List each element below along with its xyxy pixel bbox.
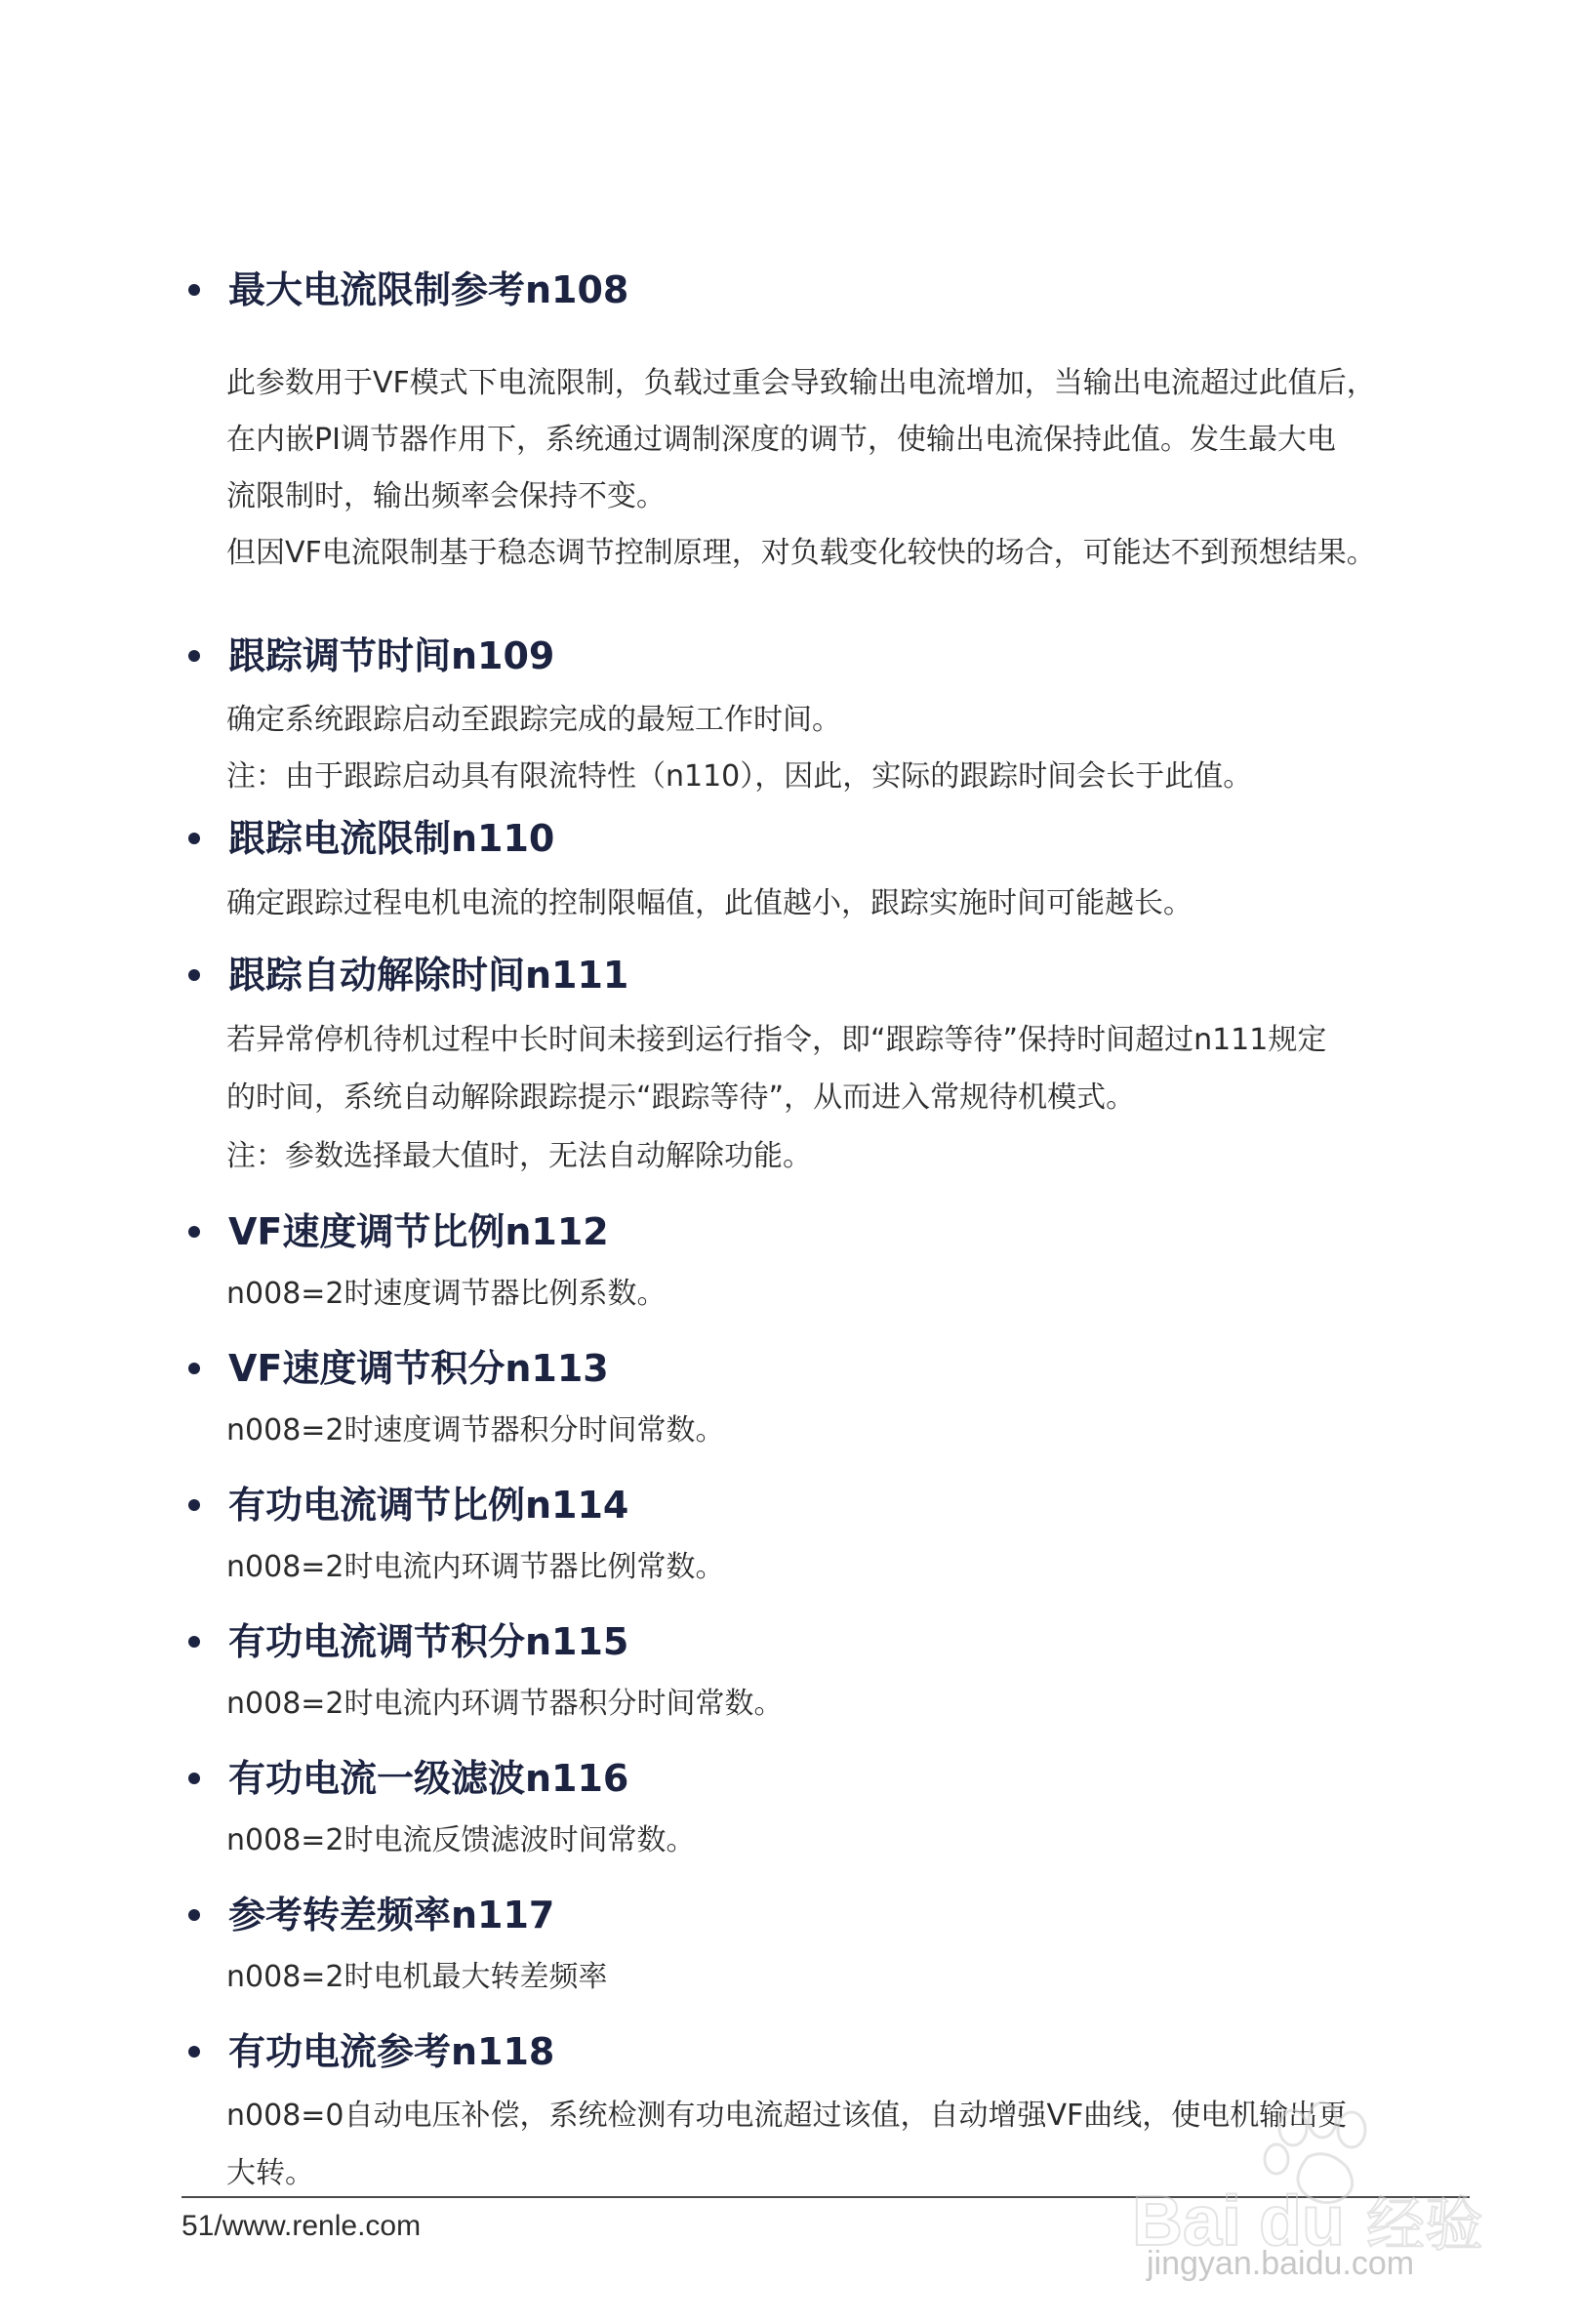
bullet: [188, 833, 200, 844]
bullet: [188, 1363, 200, 1374]
paragraph-line: 确定跟踪过程电机电流的控制限幅值，此值越小，跟踪实施时间可能越长。: [226, 886, 1193, 920]
section-heading-n118: 有功电流参考n118: [228, 2030, 555, 2073]
svg-text:Bai: Bai: [1132, 2182, 1242, 2261]
bullet: [188, 284, 200, 296]
bullet: [188, 1636, 200, 1648]
paragraph-line: n008=0自动电压补偿，系统检测有功电流超过该值，自动增强VF曲线，使电机输出更: [226, 2099, 1348, 2133]
watermark-url: jingyan.baidu.com: [1147, 2245, 1415, 2282]
paragraph-line: n008=2时电流反馈滤波时间常数。: [226, 1823, 696, 1857]
paragraph-line: 在内嵌PI调节器作用下，系统通过调制深度的调节，使输出电流保持此值。发生最大电: [226, 423, 1336, 457]
bullet: [188, 1499, 200, 1511]
paragraph-line: n008=2时速度调节器积分时间常数。: [226, 1413, 725, 1447]
paragraph-line: 但因VF电流限制基于稳态调节控制原理，对负载变化较快的场合，可能达不到预想结果。: [226, 536, 1376, 570]
section-heading-n117: 参考转差频率n117: [228, 1894, 555, 1937]
page-footer: 51/www.renle.com: [182, 2210, 422, 2242]
bullet: [188, 1909, 200, 1921]
section-heading-n109: 跟踪调节时间n109: [228, 634, 555, 677]
bullet: [188, 2046, 200, 2058]
paragraph-line: 流限制时，输出频率会保持不变。: [226, 479, 666, 513]
section-heading-n113: VF速度调节积分n113: [228, 1347, 609, 1390]
paragraph-line: 的时间，系统自动解除跟踪提示“跟踪等待”，从而进入常规待机模式。: [226, 1080, 1136, 1115]
bullet: [188, 969, 200, 981]
paragraph-line: 大转。: [226, 2156, 314, 2190]
section-heading-n112: VF速度调节比例n112: [228, 1210, 609, 1253]
section-heading-n110: 跟踪电流限制n110: [228, 817, 555, 860]
section-heading-n116: 有功电流一级滤波n116: [228, 1757, 629, 1800]
paragraph-line: 若异常停机待机过程中长时间未接到运行指令，即“跟踪等待”保持时间超过n111规定: [226, 1023, 1327, 1057]
paragraph-line: 注：由于跟踪启动具有限流特性（n110），因此，实际的跟踪时间会长于此值。: [226, 759, 1253, 794]
section-heading-n111: 跟踪自动解除时间n111: [228, 954, 629, 997]
paragraph-line: n008=2时电流内环调节器积分时间常数。: [226, 1687, 784, 1721]
paragraph-line: 确定系统跟踪启动至跟踪完成的最短工作时间。: [226, 703, 841, 737]
bullet: [188, 650, 200, 662]
svg-text:du: du: [1259, 2182, 1345, 2261]
section-heading-n115: 有功电流调节积分n115: [228, 1620, 629, 1663]
svg-text:经验: 经验: [1366, 2191, 1483, 2260]
paragraph-line: 注：参数选择最大值时，无法自动解除功能。: [226, 1139, 812, 1173]
bullet: [188, 1226, 200, 1238]
paragraph-line: n008=2时电流内环调节器比例常数。: [226, 1550, 725, 1584]
section-heading-n108: 最大电流限制参考n108: [228, 268, 629, 311]
section-heading-n114: 有功电流调节比例n114: [228, 1484, 629, 1527]
bullet: [188, 1773, 200, 1784]
paragraph-line: 此参数用于VF模式下电流限制，负载过重会导致输出电流增加，当输出电流超过此值后，: [226, 366, 1376, 400]
paragraph-line: n008=2时速度调节器比例系数。: [226, 1277, 667, 1311]
paragraph-line: n008=2时电机最大转差频率: [226, 1960, 608, 1994]
